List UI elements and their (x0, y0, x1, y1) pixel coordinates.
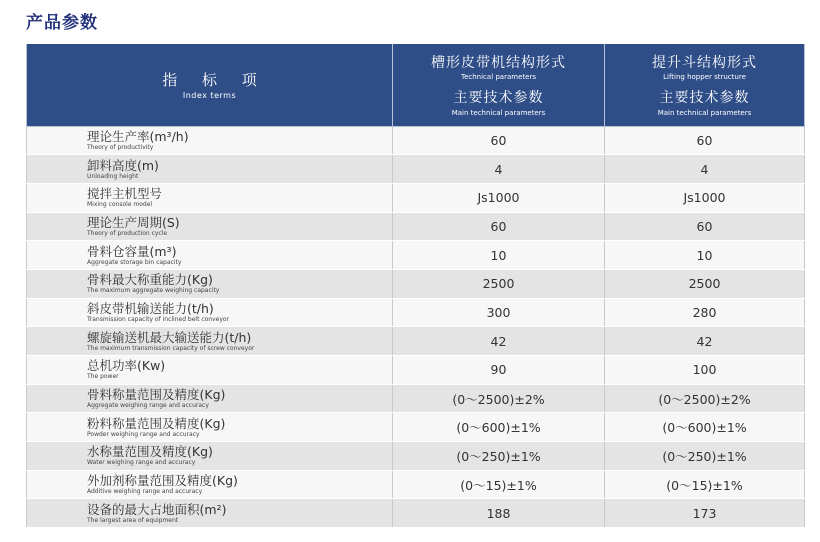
header-index-en: Index terms (182, 91, 237, 101)
table-header (27, 44, 805, 126)
row-label-en: Powder weighing range and accuracy (87, 430, 200, 438)
header-col2-main-en: Main technical parameters (657, 109, 752, 118)
row-label (27, 241, 393, 270)
belt-conveyor-value: 60 (393, 126, 605, 155)
row-label (27, 499, 393, 528)
table-row (27, 298, 805, 327)
row-label (27, 442, 393, 471)
belt-conveyor-value: (0～250)±1% (393, 442, 605, 471)
row-label-en: Theory of productivity (87, 143, 154, 151)
belt-conveyor-value: (0～15)±1% (393, 470, 605, 499)
header-index-terms (27, 44, 393, 126)
table-row (27, 499, 805, 528)
lifting-hopper-value: 10 (605, 241, 805, 270)
row-label-zh: 粉料称量范围及精度(Kg) (87, 415, 226, 431)
row-label-en: The maximum transmission capacity of screw conveyor (87, 344, 255, 352)
row-label-zh: 理论生产周期(S) (87, 214, 180, 230)
row-label-en: Additive weighing range and accuracy (87, 488, 203, 496)
table-row (27, 269, 805, 298)
row-label-en: Aggregate weighing range and accuracy (87, 402, 209, 410)
header-col1-type-zh: 槽形皮带机结构形式 (431, 55, 566, 72)
row-label-en: Theory of production cycle (87, 229, 168, 237)
row-label-en: Aggregate storage bin capacity (87, 258, 182, 266)
row-label-zh: 水称量范围及精度(Kg) (87, 444, 213, 460)
row-label (27, 212, 393, 241)
belt-conveyor-value: 4 (393, 155, 605, 184)
row-label (27, 470, 393, 499)
belt-conveyor-value: 2500 (393, 269, 605, 298)
row-label-zh: 骨料仓容量(m³) (87, 243, 177, 259)
lifting-hopper-value: 100 (605, 356, 805, 385)
row-label-zh: 卸料高度(m) (87, 157, 159, 173)
belt-conveyor-value: 42 (393, 327, 605, 356)
row-label (27, 327, 393, 356)
table-row (27, 384, 805, 413)
table-row (27, 241, 805, 270)
row-label-en: The power (87, 373, 119, 381)
row-label-en: The largest area of equipment (87, 516, 179, 524)
belt-conveyor-value: (0～2500)±2% (393, 384, 605, 413)
row-label (27, 183, 393, 212)
row-label (27, 413, 393, 442)
lifting-hopper-value: (0～250)±1% (605, 442, 805, 471)
belt-conveyor-value: 188 (393, 499, 605, 528)
lifting-hopper-value: (0～2500)±2% (605, 384, 805, 413)
table-row (27, 155, 805, 184)
header-col2-type-en: Lifting hopper structure (663, 73, 746, 82)
row-label (27, 384, 393, 413)
row-label-en: Water weighing range and accuracy (87, 459, 196, 467)
row-label-en: Transmission capacity of inclined belt conveyor (87, 315, 230, 323)
page-title: 产品参数 (26, 13, 98, 33)
lifting-hopper-value: (0～15)±1% (605, 470, 805, 499)
lifting-hopper-value: 173 (605, 499, 805, 528)
row-label-en: Mixing console model (87, 201, 153, 209)
lifting-hopper-value: (0～600)±1% (605, 413, 805, 442)
row-label (27, 356, 393, 385)
lifting-hopper-value: 2500 (605, 269, 805, 298)
lifting-hopper-value: 42 (605, 327, 805, 356)
belt-conveyor-value: 10 (393, 241, 605, 270)
lifting-hopper-value: 4 (605, 155, 805, 184)
row-label-zh: 螺旋输送机最大输送能力(t/h) (87, 329, 252, 345)
table-body (27, 126, 805, 528)
header-col2-main-zh: 主要技术参数 (659, 90, 750, 107)
row-label-zh: 外加剂称量范围及精度(Kg) (87, 473, 238, 489)
lifting-hopper-value: Js1000 (605, 183, 805, 212)
table-row (27, 413, 805, 442)
table-row (27, 442, 805, 471)
header-col2-type-zh: 提升斗结构形式 (652, 55, 757, 72)
table-row (27, 183, 805, 212)
row-label-zh: 设备的最大占地面积(m²) (87, 501, 227, 517)
lifting-hopper-value: 60 (605, 212, 805, 241)
header-col1-main-zh: 主要技术参数 (453, 90, 544, 107)
row-label-en: Unloading height (87, 172, 139, 180)
belt-conveyor-value: 60 (393, 212, 605, 241)
lifting-hopper-value: 280 (605, 298, 805, 327)
row-label-zh: 搅拌主机型号 (87, 186, 163, 202)
belt-conveyor-value: 300 (393, 298, 605, 327)
row-label (27, 155, 393, 184)
parameters-table (26, 44, 805, 528)
header-belt-conveyor (393, 44, 605, 126)
header-lifting-hopper (605, 44, 805, 126)
row-label-zh: 骨料最大称重能力(Kg) (87, 272, 213, 288)
header-index-zh: 指 标 项 (162, 71, 267, 90)
table-row (27, 470, 805, 499)
belt-conveyor-value: 90 (393, 356, 605, 385)
table-row (27, 126, 805, 155)
belt-conveyor-value: Js1000 (393, 183, 605, 212)
table-row (27, 212, 805, 241)
row-label (27, 298, 393, 327)
row-label-zh: 骨料称量范围及精度(Kg) (87, 387, 226, 403)
table-row (27, 327, 805, 356)
row-label (27, 269, 393, 298)
header-col1-main-en: Main technical parameters (451, 109, 546, 118)
lifting-hopper-value: 60 (605, 126, 805, 155)
row-label (27, 126, 393, 155)
row-label-zh: 斜皮带机输送能力(t/h) (87, 300, 214, 316)
table-row (27, 356, 805, 385)
header-col1-type-en: Technical parameters (461, 73, 536, 82)
row-label-zh: 总机功率(Kw) (87, 358, 166, 374)
row-label-en: The maximum aggregate weighing capacity (87, 287, 220, 295)
row-label-zh: 理论生产率(m³/h) (87, 128, 189, 144)
belt-conveyor-value: (0～600)±1% (393, 413, 605, 442)
